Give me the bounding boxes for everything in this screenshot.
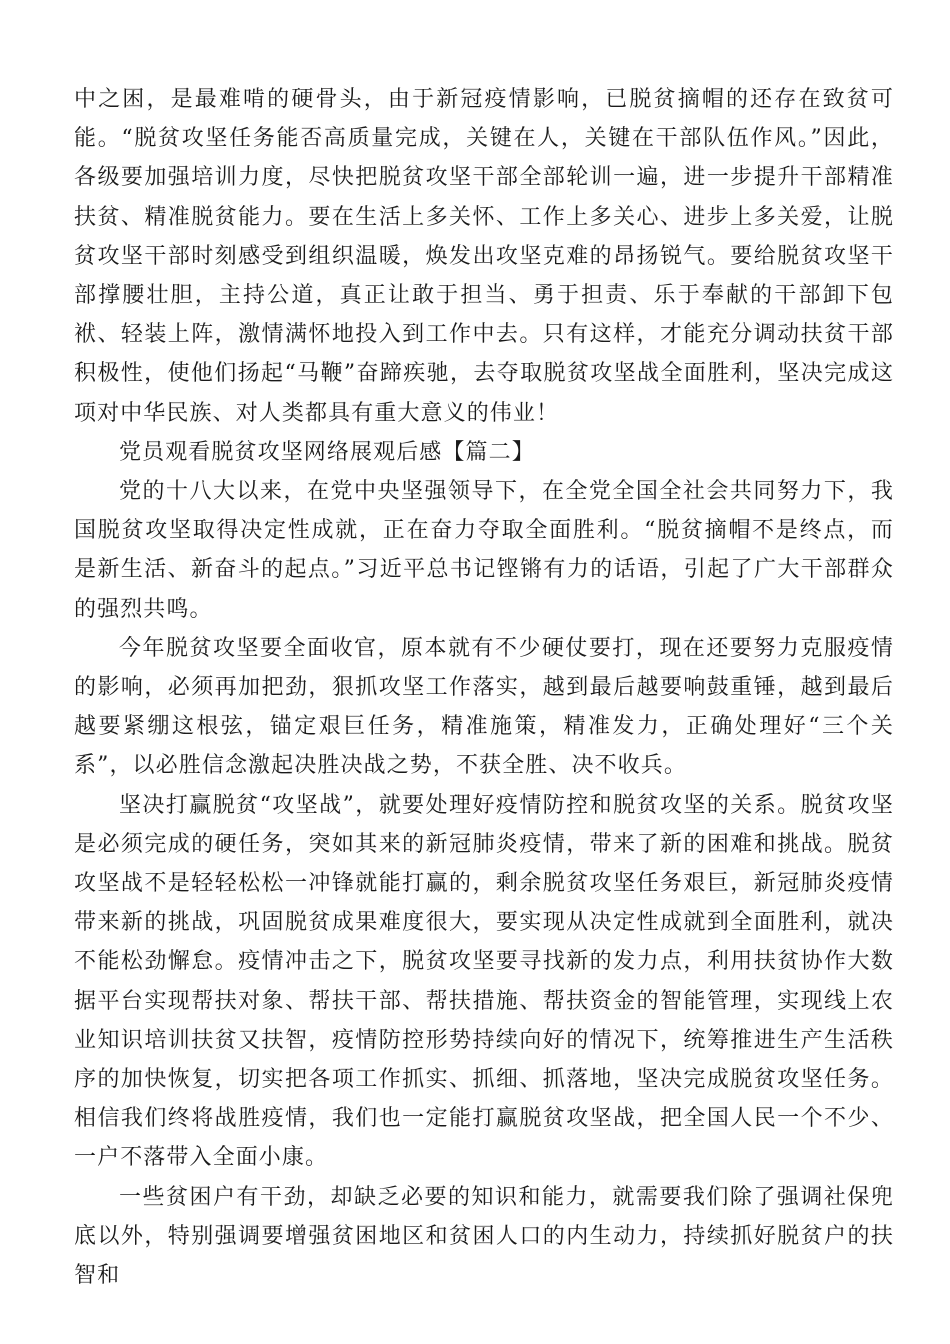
paragraph: 今年脱贫攻坚要全面收官，原本就有不少硬仗要打，现在还要努力克服疫情的影响，必须再加把劲，狠抓攻坚工作落实，越到最后越要响鼓重锤，越到最后越要紧绷这根弦，锚定艰巨任务，精准施策，精准发力，正确处理好“三个关系”，以必胜信念激起决胜决战之势，不获全胜、决不收兵。	[74, 635, 894, 779]
paragraph: 一些贫困户有干劲，却缺乏必要的知识和能力，就需要我们除了强调社保兜底以外，特别强调要增强贫困地区和贫困人口的内生动力，持续抓好脱贫户的扶智和	[74, 1184, 894, 1289]
paragraph-continued: 中之困，是最难啃的硬骨头，由于新冠疫情影响，已脱贫摘帽的还存在致贫可能。“脱贫攻坚任务能否高质量完成，关键在人，关键在干部队伍作风。”因此，各级要加强培训力度，尽快把脱贫攻坚干部全部轮训一遍，进一步提升干部精准扶贫、精准脱贫能力。要在生活上多关怀、工作上多关心、进步上多关爱，让脱贫攻坚干部时刻感受到组织温暖，焕发出攻坚克难的昂扬锐气。要给脱贫攻坚干部撑腰壮胆，主持公道，真正让敢于担当、勇于担责、乐于奉献的干部卸下包袱、轻装上阵，激情满怀地投入到工作中去。只有这样，才能充分调动扶贫干部积极性，使他们扬起“马鞭”奋蹄疾驰，去夺取脱贫攻坚战全面胜利，坚决完成这项对中华民族、对人类都具有重大意义的伟业！	[74, 87, 894, 426]
paragraph: 坚决打赢脱贫“攻坚战”，就要处理好疫情防控和脱贫攻坚的关系。脱贫攻坚是必须完成的硬任务，突如其来的新冠肺炎疫情，带来了新的困难和挑战。脱贫攻坚战不是轻轻松松一冲锋就能打赢的，剩余脱贫攻坚任务艰巨，新冠肺炎疫情带来新的挑战，巩固脱贫成果难度很大，要实现从决定性成就到全面胜利，就决不能松劲懈怠。疫情冲击之下，脱贫攻坚要寻找新的发力点，利用扶贫协作大数据平台实现帮扶对象、帮扶干部、帮扶措施、帮扶资金的智能管理，实现线上农业知识培训扶贫又扶智，疫情防控形势持续向好的情况下，统筹推进生产生活秩序的加快恢复，切实把各项工作抓实、抓细、抓落地，坚决完成脱贫攻坚任务。相信我们终将战胜疫情，我们也一定能打赢脱贫攻坚战，把全国人民一个不少、一户不落带入全面小康。	[74, 792, 894, 1171]
paragraph: 党的十八大以来，在党中央坚强领导下，在全党全国全社会共同努力下，我国脱贫攻坚取得决定性成就，正在奋力夺取全面胜利。“脱贫摘帽不是终点，而是新生活、新奋斗的起点。”习近平总书记铿锵有力的话语，引起了广大干部群众的强烈共鸣。	[74, 479, 894, 622]
document-page	[74, 80, 894, 1295]
section-heading: 党员观看脱贫攻坚网络展观后感【篇二】	[119, 439, 535, 465]
